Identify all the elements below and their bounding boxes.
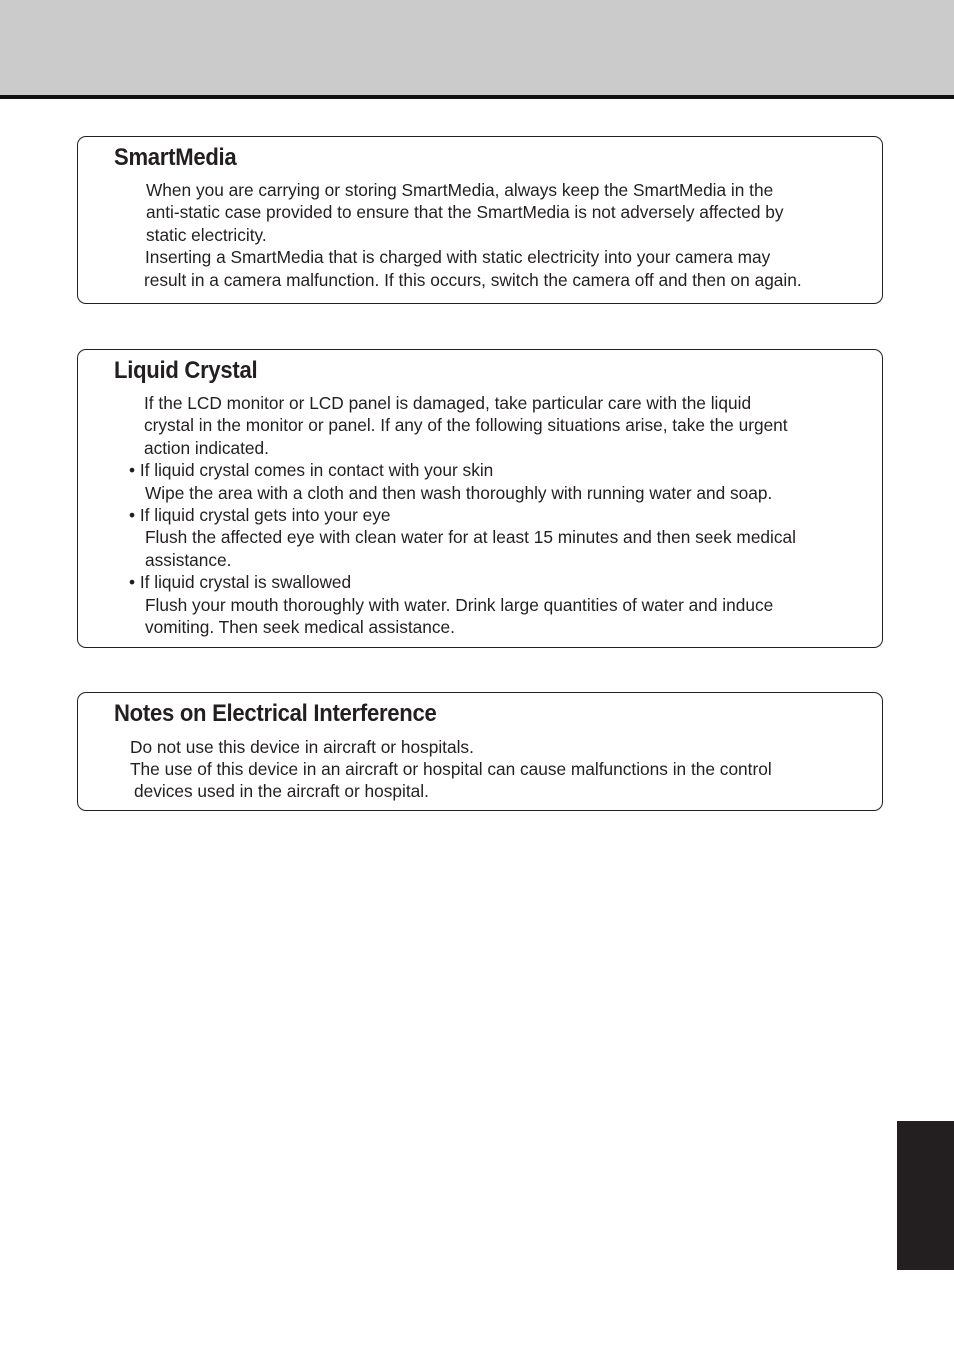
liquid-crystal-line: vomiting. Then seek medical assistance.: [145, 617, 455, 637]
liquid-crystal-line: action indicated.: [144, 438, 269, 458]
liquid-crystal-bullet: • If liquid crystal is swallowed: [129, 572, 352, 592]
electrical-line: devices used in the aircraft or hospital.: [134, 781, 429, 801]
electrical-line: Do not use this device in aircraft or hospitals.: [130, 737, 474, 757]
liquid-crystal-title: Liquid Crystal: [114, 357, 258, 384]
liquid-crystal-bullet: • If liquid crystal comes in contact with your skin: [129, 460, 494, 480]
smartmedia-line: anti-static case provided to ensure that the SmartMedia is not adversely affected by: [146, 202, 784, 222]
liquid-crystal-line: If the LCD monitor or LCD panel is damaged, take particular care with the liquid: [144, 393, 752, 413]
side-thumb-tab: [897, 1121, 954, 1270]
liquid-crystal-section: [77, 349, 883, 648]
header-rule: [0, 95, 954, 99]
liquid-crystal-line: crystal in the monitor or panel. If any of the following situations arise, take the urgent: [144, 415, 788, 435]
smartmedia-section: [77, 136, 883, 304]
electrical-interference-title: Notes on Electrical Interference: [114, 700, 437, 727]
liquid-crystal-line: assistance.: [145, 550, 232, 570]
liquid-crystal-line: Flush the affected eye with clean water for at least 15 minutes and then seek medical: [145, 527, 796, 547]
smartmedia-line: When you are carrying or storing SmartMedia, always keep the SmartMedia in the: [146, 180, 774, 200]
smartmedia-line: static electricity.: [146, 225, 267, 245]
header-band: [0, 0, 954, 95]
electrical-line: The use of this device in an aircraft or hospital can cause malfunctions in the control: [130, 759, 772, 779]
smartmedia-line: Inserting a SmartMedia that is charged with static electricity into your camera may: [145, 247, 771, 267]
smartmedia-line: result in a camera malfunction. If this occurs, switch the camera off and then on again.: [144, 270, 802, 290]
liquid-crystal-bullet: • If liquid crystal gets into your eye: [129, 505, 391, 525]
liquid-crystal-line: Wipe the area with a cloth and then wash thoroughly with running water and soap.: [145, 483, 773, 503]
liquid-crystal-line: Flush your mouth thoroughly with water. Drink large quantities of water and induce: [145, 595, 774, 615]
electrical-interference-section: [77, 692, 883, 811]
smartmedia-title: SmartMedia: [114, 144, 237, 171]
